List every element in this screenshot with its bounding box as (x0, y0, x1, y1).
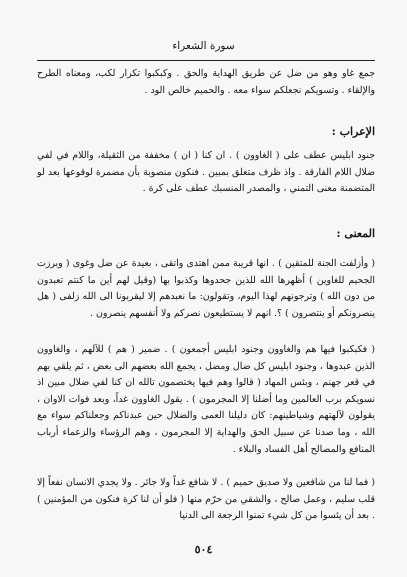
maana-paragraph-1: ( وأزلفت الجنة للمتقين ) . انها قريبة ممن اهتدى واتقى ، بعيدة عن ضل وغوى ( وبرزت الجحيم للغاوين ) أظهرها الله للذين جحدوها وكذبوا بها (وقيل لهم أين ما كنتم تعبدون من دون الله ) وترجونهم لهذا اليوم، وتقولون: ما نعبدهم إلا ليقربونا الى الله زلفى ( هل ينصرونكم أو ينتصرون ) ؟. انهم لا يستطيعون نصركم ولا أنفسهم ينصرون . (37, 258, 375, 319)
maana-paragraph-2: ( فكبكبوا فيها هم والغاوون وجنود ابليس أجمعون ) . ضمير ( هم ) للآلهم ، والغاوون الذين عبدوها ، وجنود ابليس كل ضال ومضل ، يجمع الله بعضهم الى بعض ، ثم يلقي بهم في قعر جهنم ، وبئس المهاد ( قالوا وهم فيها يختصمون تالله ان كنا لفي ضلال مبين اذ نسويكم برب العالمين وما أضلنا إلا المجرمون ) . يقول الغاوون غداً، وبعد فوات الاوان ، يقولون لآلهتهم وشياطينهم: كان دليلنا العمى والضلال حين عبدناكم وجعلناكم سواء مع الله ، وما صدنا عن سبيل الحق والهداية إلا المجرمون ، وهم الرؤساء والزعماء أرباب المنافع والمصالح أهل الفساد والبلاء . (37, 344, 375, 455)
surah-title: سورة الشعراء (172, 40, 235, 52)
maana-heading: المعنى : (336, 227, 375, 240)
irab-paragraph: جنود ابليس عطف على ( الغاوون ) . ان كنا ( ان ) مخففة من الثقيلة، واللام في لفي ضلال اللام الفارقة . واذ ظرف متعلق بمبين . فنكون منصوبة بأن مضمرة لوقوعها بعد لو المتضمنة معنى التمني ، والمصدر المنسبك عطف على كرة . (37, 150, 375, 195)
page-number: ٥٠٤ (194, 543, 213, 556)
irab-heading: الإعراب : (331, 125, 375, 138)
header-divider (37, 60, 375, 61)
maana-paragraph-3: ( فما لنا من شافعين ولا صديق حميم ) . لا شافع غداً ولا جائر . ولا يجدي الانسان نفعاً إلا قلب سليم ، وعمل صالح ، والشقي من حرّم منها ( فلو أن لنا كرة فنكون من المؤمنين ) . بعد أن يئسوا من كل شيء تمنوا الرجعة الى الدنيا (37, 477, 375, 522)
intro-paragraph: جمع غاو وهو من ضل عن طريق الهداية والحق . وكبكبوا تكرار لكب، ومعناه الطرح والإلقاء . وتسويكم نجعلكم سواء معه . والحميم خالص الود . (37, 68, 375, 96)
